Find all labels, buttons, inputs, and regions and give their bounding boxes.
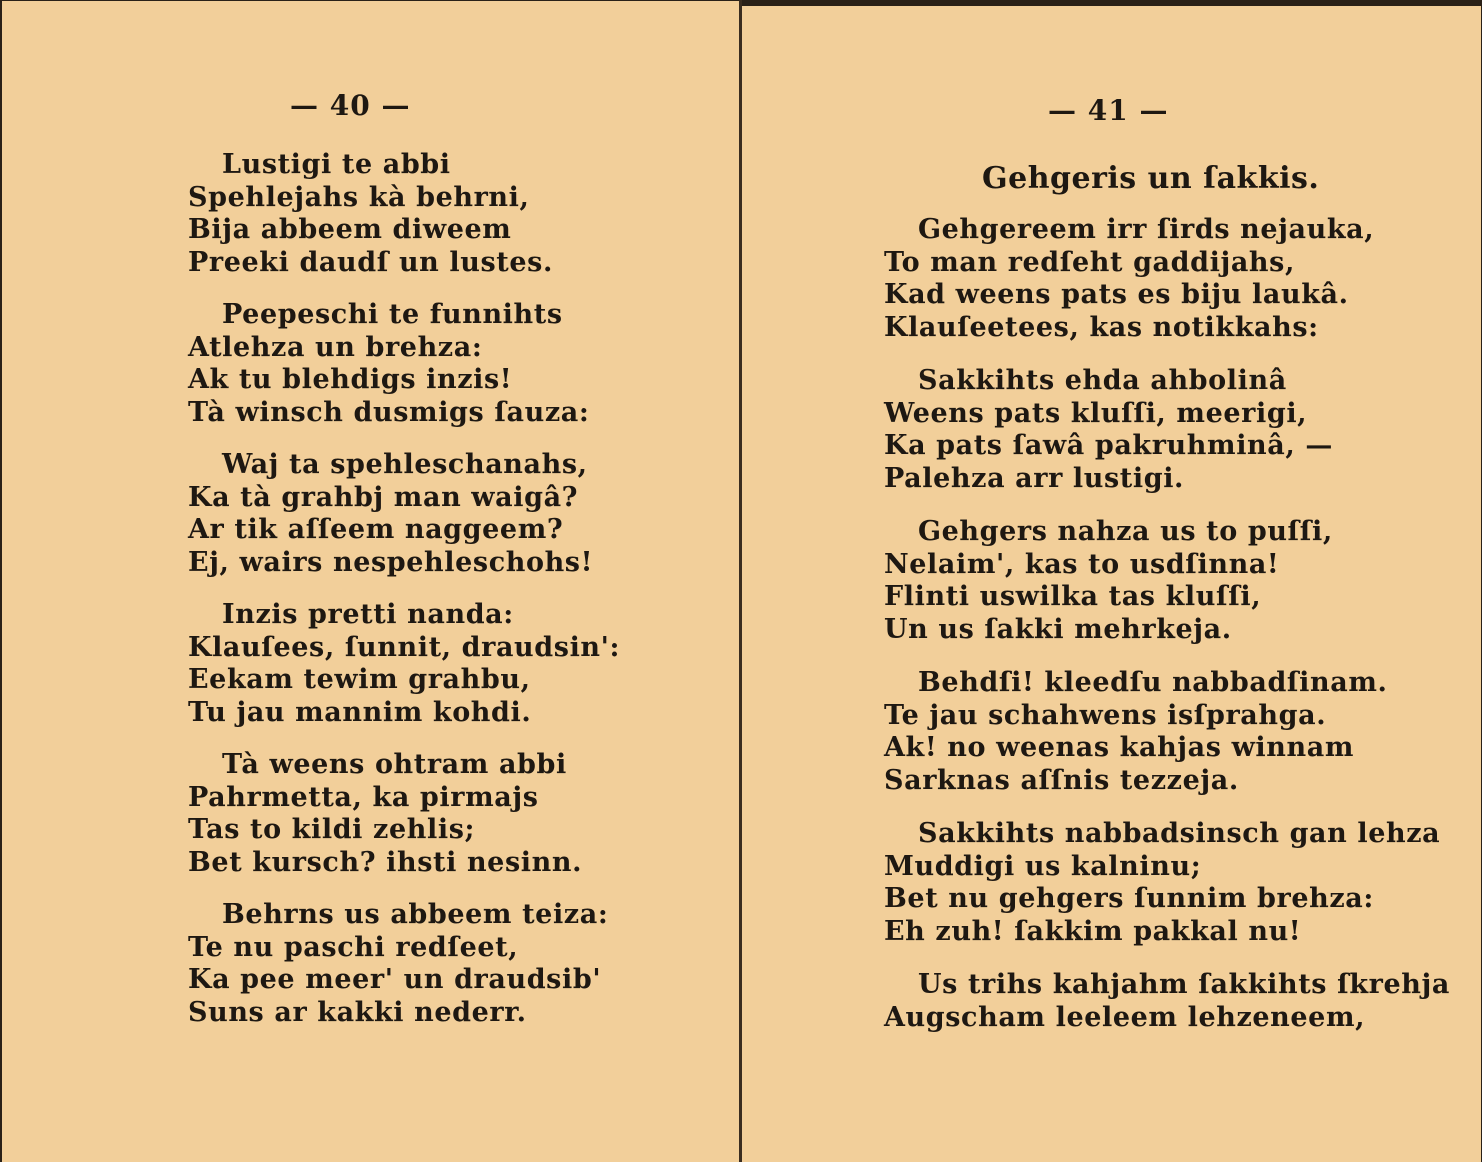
poem-line: Ka pats ſawâ pakruhminâ, — (884, 430, 1333, 461)
poem-line: Lustigi te abbi (222, 149, 451, 180)
poem-line: Tu jau mannim kohdi. (188, 696, 532, 728)
poem-line: Nelaim', kas to usdſinna! (884, 548, 1280, 580)
poem-line: Ak tu blehdigs inzis! (188, 364, 513, 395)
poem-line: Flinti uswilka tas kluſſi, (884, 581, 1262, 612)
poem-line: Inzis pretti nanda: (222, 599, 514, 630)
poem-line: Peepeschi te funnihts (222, 299, 563, 330)
poem-line: Atlehza un brehza: (188, 331, 483, 363)
stanza (188, 749, 620, 879)
stanza (884, 969, 1450, 1034)
stanza (884, 667, 1450, 797)
poem-line: Gehgers nahza us to puſſi, (918, 516, 1333, 547)
stanza (884, 818, 1450, 948)
poem-line: Te nu paschi redſeet, (188, 931, 519, 963)
poem-line: To man redſeht gaddijahs, (884, 246, 1295, 278)
poem-line: Ar tik aſſeem naggeem? (188, 514, 564, 545)
poem-line: Muddigi us kalninu; (884, 850, 1202, 882)
poem-line: Weens pats kluſſi, meerigi, (884, 397, 1308, 429)
page-number: — 41 — (1048, 94, 1169, 127)
poem-line: Tas to kildi zehlis; (188, 814, 476, 845)
poem-line: Sakkihts ehda ahbolinâ (918, 365, 1287, 396)
poem-line: Ka tà grahbj man waigâ? (188, 481, 579, 513)
stanza (188, 599, 620, 729)
stanza (188, 899, 620, 1029)
poem-line: Waj ta spehleschanahs, (222, 449, 588, 480)
poem-line: Augscham leeleem lehzeneem, (884, 1001, 1366, 1033)
poem-line: Un us ſakki mehrkeja. (884, 613, 1232, 645)
poem-line: Klauſeetees, kas notikkahs: (884, 311, 1319, 343)
poem-line: Ak! no weenas kahjas winnam (884, 732, 1354, 763)
poem-line: Bet nu gehgers ſunnim brehza: (884, 883, 1374, 914)
poem-line: Sarknas aſſnis tezzeja. (884, 764, 1239, 796)
poem-line: Tà winsch dusmigs ſauza: (188, 396, 590, 428)
stanza (188, 449, 620, 579)
poem-line: Bija abbeem diweem (188, 214, 512, 245)
poem-line: Pahrmetta, ka pirmajs (188, 781, 539, 813)
poem-line: Behdſi! kleedſu nabbadſinam. (918, 667, 1388, 698)
poem-line: Tà weens ohtram abbi (222, 749, 567, 780)
poem-line: Eh zuh! ſakkim pakkal nu! (884, 915, 1302, 947)
right-page (742, 0, 1482, 1162)
poem-line: Preeki daudſ un lustes. (188, 246, 553, 278)
poem-line: Gehgereem irr ſirds nejauka, (918, 214, 1375, 245)
page-number: — 40 — (290, 89, 411, 122)
stanza (884, 365, 1450, 495)
left-page (0, 0, 739, 1162)
poem-line: Spehlejahs kà behrni, (188, 181, 530, 213)
poem-line: Kad weens pats es biju laukâ. (884, 279, 1349, 310)
poem-line: Eekam tewim grahbu, (188, 664, 531, 695)
poem-body (884, 214, 1450, 1055)
stanza (188, 149, 620, 279)
poem-line: Te jau schahwens isſprahga. (884, 699, 1327, 731)
poem-body (188, 149, 620, 1049)
stanza (884, 214, 1450, 344)
poem-line: Us trihs kahjahm ſakkihts ſkrehja (918, 969, 1450, 1000)
poem-line: Behrns us abbeem teiza: (222, 899, 609, 930)
poem-title: Gehgeris un ſakkis. (982, 161, 1320, 196)
poem-line: Palehza arr lustigi. (884, 462, 1185, 494)
poem-line: Ka pee meer' un draudsib' (188, 964, 602, 995)
poem-line: Ej, wairs nespehleschohs! (188, 546, 594, 578)
poem-line: Klauſees, ſunnit, draudsin': (188, 631, 621, 663)
stanza (188, 299, 620, 429)
poem-line: Sakkihts nabbadsinsch gan lehza (918, 818, 1441, 849)
poem-line: Bet kursch? ihsti nesinn. (188, 846, 583, 878)
stanza (884, 516, 1450, 646)
poem-line: Suns ar kakki nederr. (188, 996, 527, 1028)
